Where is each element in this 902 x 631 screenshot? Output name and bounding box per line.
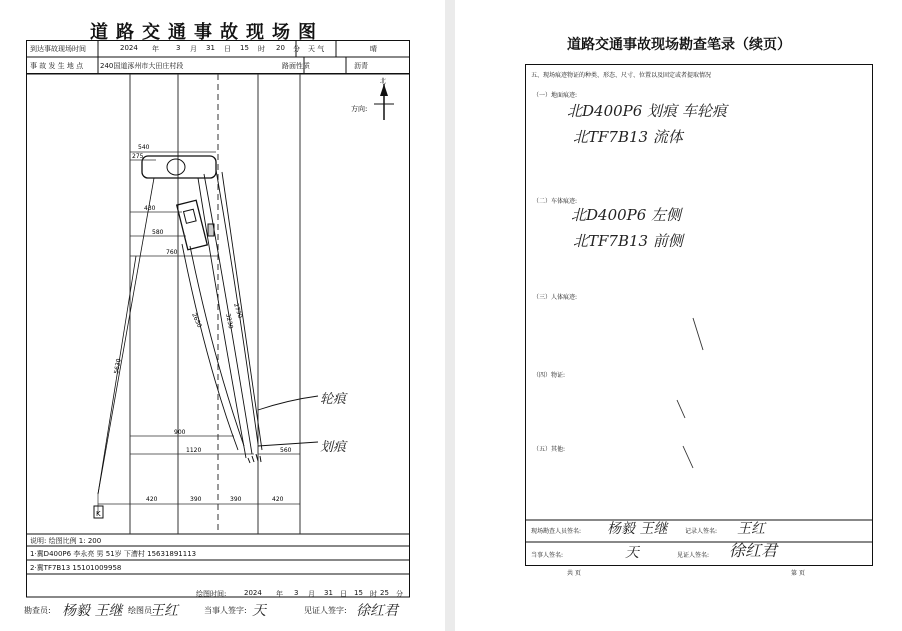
- dim-diag-d: 5630: [113, 358, 123, 375]
- drawer-signature: 王红: [150, 603, 178, 619]
- draw-time-label: 绘图时间:: [196, 590, 227, 598]
- location-value: 240国道涿州市大田庄村段: [100, 62, 184, 70]
- dim-420-a: 420: [146, 496, 158, 503]
- scene-diagram: [26, 74, 410, 534]
- draw-hour: 15: [354, 589, 363, 597]
- draw-minute-unit: 分: [396, 590, 403, 598]
- record-surveyor-label: 现场勘查人员签名:: [531, 528, 582, 535]
- party-1-info: 1·冀D400P6 李永亮 男 51岁 下漕村 15631891113: [30, 550, 197, 558]
- dim-430: 430: [144, 205, 156, 212]
- arrive-hour: 15: [240, 44, 249, 52]
- north-label: 北: [380, 78, 387, 85]
- witness-signature-label: 见证人签字:: [304, 606, 347, 615]
- draw-hour-unit: 时: [370, 590, 377, 598]
- record-party-label: 当事人签名:: [531, 552, 564, 559]
- dim-560: 560: [280, 447, 292, 454]
- dim-420-b: 420: [272, 496, 284, 503]
- draw-month: 3: [294, 589, 299, 597]
- road-surface-label: 路面性质: [282, 62, 310, 70]
- hand-scratch-mark: 划痕: [320, 440, 347, 455]
- ground-trace-line-1: 北D400P6 划痕 车轮痕: [567, 102, 727, 120]
- total-pages: 共 页: [567, 570, 581, 577]
- arrive-day-unit: 日: [224, 45, 231, 53]
- surveyor-signature: 杨毅 王继: [62, 603, 123, 619]
- draw-year-unit: 年: [276, 590, 283, 598]
- evidence-label: （四）物证:: [533, 372, 566, 379]
- dim-diag-a: 2790: [232, 302, 244, 320]
- party-signature-label: 当事人签字:: [204, 606, 247, 615]
- hand-tire-mark: 轮痕: [320, 392, 347, 407]
- dim-diag-c: 2650: [190, 311, 203, 329]
- scene-survey-record-page: [455, 0, 902, 631]
- location-label: 事 故 发 生 地 点: [30, 62, 84, 70]
- surveyor-label: 勘查员:: [24, 606, 51, 615]
- recorder-label: 记录人签名:: [685, 528, 718, 535]
- draw-day-unit: 日: [340, 590, 347, 598]
- record-title: 道路交通事故现场勘查笔录（续页）: [567, 37, 791, 53]
- arrive-month: 3: [176, 44, 181, 52]
- ground-trace-label: （一）地面痕迹:: [533, 92, 578, 99]
- party-2-info: 2·冀TF7B13 15101009958: [30, 564, 122, 572]
- road-surface-value: 沥青: [354, 62, 368, 70]
- dim-390-a: 390: [190, 496, 202, 503]
- vehicle-trace-line-1: 北D400P6 左侧: [571, 206, 682, 224]
- dim-540: 540: [138, 144, 150, 151]
- direction-label: 方向:: [351, 105, 368, 113]
- arrive-month-unit: 月: [190, 45, 197, 53]
- page-number: 第 页: [791, 570, 805, 577]
- arrive-hour-unit: 时: [258, 45, 265, 53]
- section-header: 五、现场痕迹物证的种类、形态、尺寸、位置以及固定或者提取情况: [531, 72, 712, 79]
- arrive-year-unit: 年: [152, 45, 159, 53]
- ground-trace-line-2: 北TF7B13 流体: [573, 128, 683, 146]
- record-witness-label: 见证人签名:: [677, 552, 710, 559]
- drawer-label: 绘图员:: [128, 606, 155, 615]
- arrive-minute: 20: [276, 44, 285, 52]
- accident-scene-diagram-page: [0, 0, 445, 631]
- draw-day: 31: [324, 589, 333, 597]
- dim-760: 760: [166, 249, 178, 256]
- vehicle-trace-label: （二）车体痕迹:: [533, 198, 578, 205]
- draw-year: 2024: [244, 589, 262, 597]
- record-surveyor-signature: 杨毅 王继: [607, 521, 668, 537]
- other-label: （五）其他:: [533, 446, 566, 453]
- dim-diag-b: 3230: [224, 312, 235, 330]
- draw-month-unit: 月: [308, 590, 315, 598]
- scale-note: 说明: 绘图比例 1: 200: [30, 537, 102, 545]
- arrive-year: 2024: [120, 44, 138, 52]
- diagram-title: 道路交通事故现场图: [90, 22, 324, 43]
- dim-580: 580: [152, 229, 164, 236]
- dim-900: 900: [174, 429, 186, 436]
- dim-1120: 1120: [186, 447, 202, 454]
- arrive-minute-unit: 分: [293, 45, 300, 53]
- arrive-day: 31: [206, 44, 215, 52]
- record-party-signature: 天: [625, 545, 639, 561]
- party-signature: 天: [252, 603, 266, 619]
- marker-k: K: [96, 510, 101, 518]
- weather-label: 天 气: [308, 45, 325, 53]
- record-witness-signature: 徐红君: [729, 541, 778, 560]
- dim-275: 275: [132, 153, 144, 160]
- witness-signature: 徐红君: [356, 603, 398, 619]
- body-trace-label: （三）人体痕迹:: [533, 294, 578, 301]
- vehicle-trace-line-2: 北TF7B13 前侧: [573, 232, 683, 250]
- dim-390-b: 390: [230, 496, 242, 503]
- weather-value: 晴: [370, 45, 377, 53]
- draw-minute: 25: [380, 589, 389, 597]
- recorder-signature: 王红: [737, 521, 765, 537]
- arrive-time-label: 到达事故现场时间: [30, 45, 86, 53]
